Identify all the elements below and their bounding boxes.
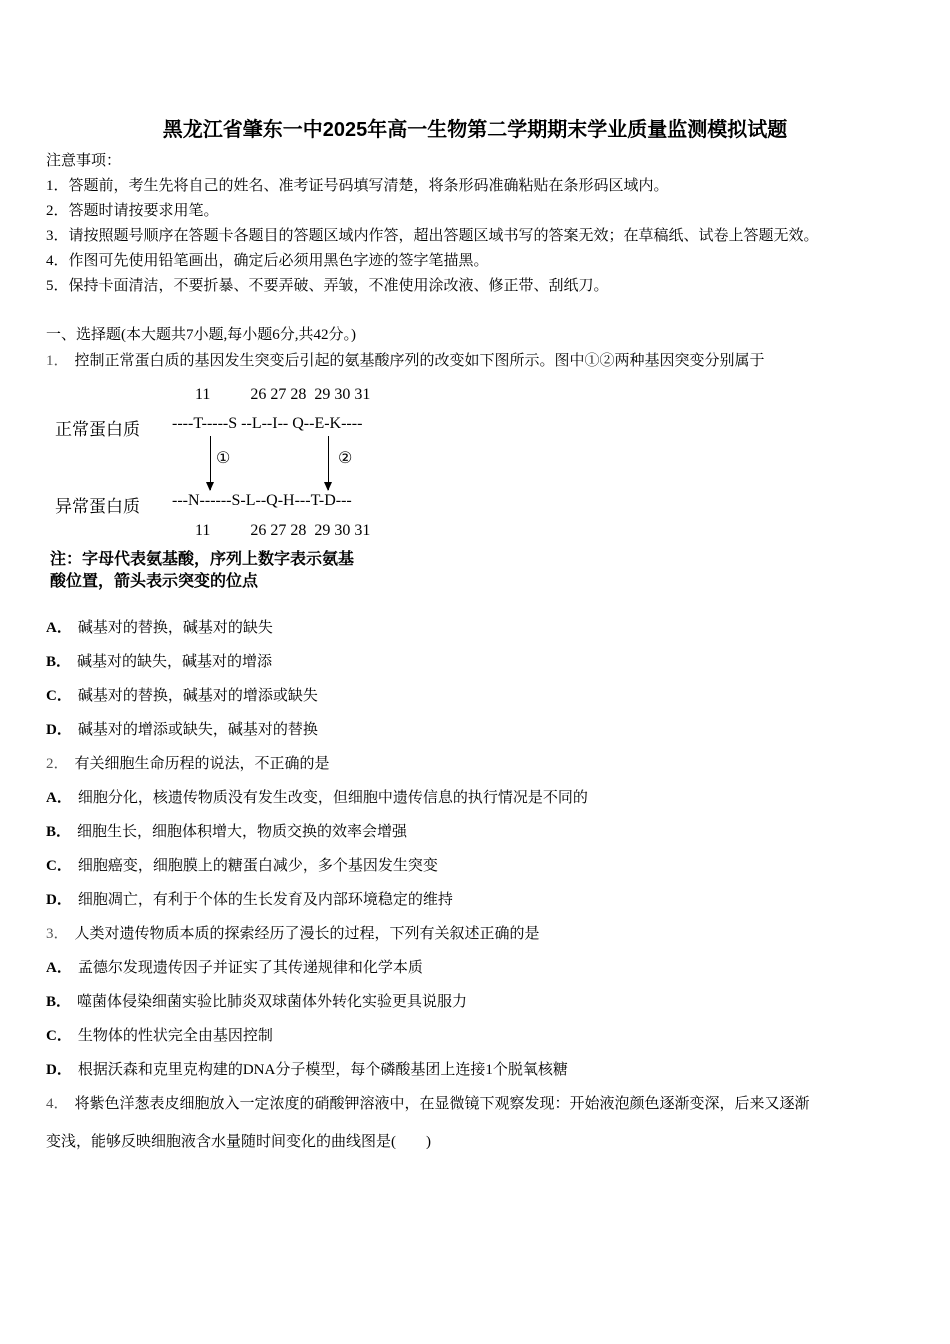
option-a[interactable] xyxy=(46,958,423,978)
option-label: C． xyxy=(46,858,72,874)
question-number: 4． xyxy=(46,1096,69,1112)
diagram-abnormal-seq: ---N------S-L--Q-H---T-D--- xyxy=(172,492,352,509)
note-item: 1．答题前，考生先将自己的姓名、准考证号码填写清楚，将条形码准确粘贴在条形码区域内。 xyxy=(46,178,669,194)
question-4-stem-continued: 变浅，能够反映细胞液含水量随时间变化的曲线图是( ) xyxy=(46,1134,431,1150)
diagram-note: 酸位置，箭头表示突变的位点 xyxy=(50,573,259,590)
option-b[interactable] xyxy=(46,992,467,1012)
option-c[interactable] xyxy=(46,1026,273,1046)
option-b[interactable] xyxy=(46,652,272,672)
diagram-normal-seq: ----T-----S --L--I-- Q--E-K---- xyxy=(172,415,363,432)
option-text: 细胞癌变，细胞膜上的糖蛋白减少，多个基因发生突变 xyxy=(77,858,438,874)
option-text: 噬菌体侵染细菌实验比肺炎双球菌体外转化实验更具说服力 xyxy=(77,994,468,1010)
question-text: 将紫色洋葱表皮细胞放入一定浓度的硝酸钾溶液中，在显微镜下观察发现：开始液泡颜色逐渐变深，后来又逐渐 xyxy=(74,1096,810,1112)
option-text: 碱基对的缺失，碱基对的增添 xyxy=(77,654,273,670)
option-label: A． xyxy=(46,790,72,806)
option-text: 碱基对的替换，碱基对的增添或缺失 xyxy=(77,688,318,704)
option-label: C． xyxy=(46,688,72,704)
question-2-stem xyxy=(46,754,330,774)
page-title: 黑龙江省肇东一中2025年高一生物第二学期期末学业质量监测模拟试题 xyxy=(162,119,788,141)
question-number: 2． xyxy=(46,756,69,772)
option-text: 细胞生长，细胞体积增大，物质交换的效率会增强 xyxy=(77,824,408,840)
mutation-arrow-1 xyxy=(210,436,211,490)
note-item: 3．请按照题号顺序在答题卡各题目的答题区域内作答，超出答题区域书写的答案无效；在草稿纸、试卷上答题无效。 xyxy=(46,228,819,244)
option-b[interactable] xyxy=(46,822,407,842)
option-text: 生物体的性状完全由基因控制 xyxy=(77,1028,273,1044)
question-text: 人类对遗传物质本质的探索经历了漫长的过程，下列有关叙述正确的是 xyxy=(74,926,540,942)
notes-heading: 注意事项： xyxy=(46,153,122,169)
option-d[interactable] xyxy=(46,720,318,740)
option-label: B． xyxy=(46,654,72,670)
question-number: 3． xyxy=(46,926,69,942)
option-text: 碱基对的增添或缺失，碱基对的替换 xyxy=(77,722,318,738)
option-text: 孟德尔发现遗传因子并证实了其传递规律和化学本质 xyxy=(77,960,423,976)
question-text: 有关细胞生命历程的说法，不正确的是 xyxy=(74,756,330,772)
option-text: 细胞凋亡，有利于个体的生长发育及内部环境稳定的维持 xyxy=(77,892,453,908)
question-3-stem xyxy=(46,924,540,944)
mutation-arrow-2 xyxy=(328,436,329,490)
diagram-abnormal-label: 异常蛋白质 xyxy=(55,497,140,516)
option-d[interactable] xyxy=(46,1060,568,1080)
note-item: 2．答题时请按要求用笔。 xyxy=(46,203,219,219)
option-c[interactable] xyxy=(46,686,318,706)
diagram-top-numbers: 11 26 27 28 29 30 31 xyxy=(195,386,371,403)
option-a[interactable] xyxy=(46,618,273,638)
option-text: 细胞分化，核遗传物质没有发生改变，但细胞中遗传信息的执行情况是不同的 xyxy=(77,790,588,806)
option-label: C． xyxy=(46,1028,72,1044)
option-label: B． xyxy=(46,994,72,1010)
option-label: A． xyxy=(46,620,72,636)
option-text: 根据沃森和克里克构建的DNA分子模型，每个磷酸基团上连接1个脱氧核糖 xyxy=(77,1062,568,1078)
option-label: A． xyxy=(46,960,72,976)
option-a[interactable] xyxy=(46,788,588,808)
option-c[interactable] xyxy=(46,856,438,876)
question-number: 1． xyxy=(46,353,69,369)
option-text: 碱基对的替换，碱基对的缺失 xyxy=(77,620,273,636)
note-item: 5．保持卡面清洁，不要折暴、不要弄破、弄皱，不准使用涂改液、修正带、刮纸刀。 xyxy=(46,278,609,294)
diagram-bottom-numbers: 11 26 27 28 29 30 31 xyxy=(195,522,371,539)
question-1-stem xyxy=(46,351,765,371)
question-4-stem xyxy=(46,1094,810,1114)
diagram-normal-label: 正常蛋白质 xyxy=(55,420,140,439)
diagram-mark-1: ① xyxy=(216,450,231,467)
note-item: 4．作图可先使用铅笔画出，确定后必须用黑色字迹的签字笔描黑。 xyxy=(46,253,489,269)
diagram-mark-2: ② xyxy=(338,450,353,467)
option-label: D． xyxy=(46,1062,72,1078)
diagram-note: 注：字母代表氨基酸，序列上数字表示氨基 xyxy=(50,551,355,568)
question-text: 控制正常蛋白质的基因发生突变后引起的氨基酸序列的改变如下图所示。图中①②两种基因突变分别属于 xyxy=(74,353,765,369)
option-label: D． xyxy=(46,722,72,738)
option-label: B． xyxy=(46,824,72,840)
option-label: D． xyxy=(46,892,72,908)
section-heading: 一、选择题(本大题共7小题,每小题6分,共42分。) xyxy=(46,327,356,343)
option-d[interactable] xyxy=(46,890,453,910)
